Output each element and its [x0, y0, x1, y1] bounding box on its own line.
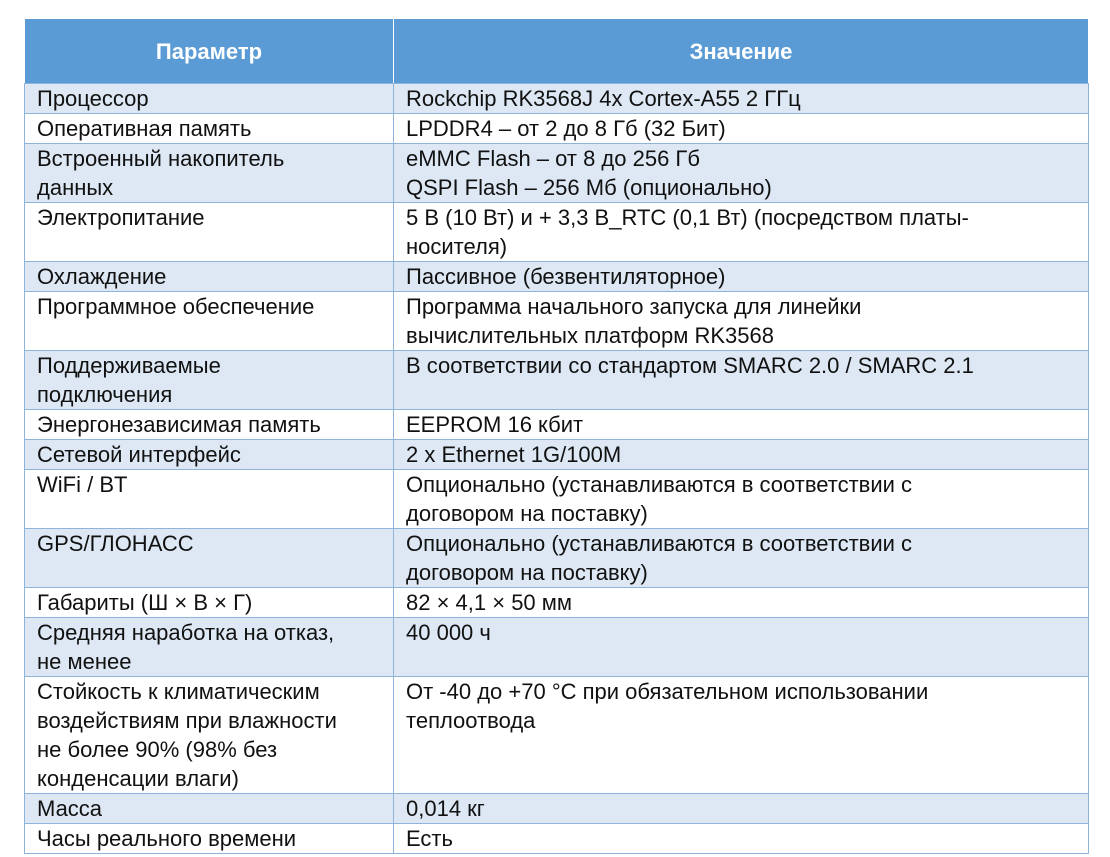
value-cell	[394, 292, 1089, 351]
parameter-line: подключения	[37, 382, 173, 407]
parameter-line: Часы реального времени	[37, 826, 297, 851]
value-line: 5 В (10 Вт) и + 3,3 В_RTC (0,1 Вт) (посредством платы-	[406, 205, 969, 230]
value-line: 82 × 4,1 × 50 мм	[406, 590, 573, 615]
value-cell	[394, 114, 1089, 144]
table-row	[25, 618, 1089, 677]
parameter-cell	[25, 529, 394, 588]
table-row	[25, 677, 1089, 794]
value-line: Есть	[406, 826, 453, 851]
value-line: договором на поставку)	[406, 560, 648, 585]
table-body	[25, 84, 1089, 854]
parameter-line: не менее	[37, 649, 132, 674]
header-parameter: Параметр	[25, 19, 394, 84]
value-cell	[394, 824, 1089, 854]
value-line: От -40 до +70 °С при обязательном использовании	[406, 679, 929, 704]
parameter-line: Встроенный накопитель	[37, 146, 285, 171]
parameter-cell	[25, 618, 394, 677]
parameter-line: Оперативная память	[37, 116, 252, 141]
value-cell	[394, 588, 1089, 618]
parameter-cell	[25, 677, 394, 794]
parameter-line: Охлаждение	[37, 264, 167, 289]
table-row	[25, 114, 1089, 144]
parameter-cell	[25, 292, 394, 351]
value-line: Опционально (устанавливаются в соответствии с	[406, 531, 913, 556]
value-line: Rockchip RK3568J 4x Cortex-A55 2 ГГц	[406, 86, 801, 111]
table-row	[25, 410, 1089, 440]
parameter-line: данных	[37, 175, 114, 200]
value-cell	[394, 470, 1089, 529]
parameter-cell	[25, 84, 394, 114]
parameter-cell	[25, 824, 394, 854]
parameter-cell	[25, 588, 394, 618]
parameter-line: WiFi / BT	[37, 472, 128, 497]
value-line: 40 000 ч	[406, 620, 491, 645]
table-row	[25, 203, 1089, 262]
parameter-line: Габариты (Ш × В × Г)	[37, 590, 253, 615]
parameter-line: Электропитание	[37, 205, 205, 230]
parameter-line: Сетевой интерфейс	[37, 442, 241, 467]
table-row	[25, 588, 1089, 618]
value-line: EEPROM 16 кбит	[406, 412, 584, 437]
table-row	[25, 794, 1089, 824]
table-header-row	[25, 19, 1089, 84]
value-line: Программа начального запуска для линейки	[406, 294, 862, 319]
value-line: договором на поставку)	[406, 501, 648, 526]
value-line: теплоотвода	[406, 708, 536, 733]
value-cell	[394, 794, 1089, 824]
table-row	[25, 262, 1089, 292]
parameter-cell	[25, 470, 394, 529]
value-cell	[394, 144, 1089, 203]
parameter-cell	[25, 351, 394, 410]
table-row	[25, 470, 1089, 529]
value-cell	[394, 529, 1089, 588]
parameter-cell	[25, 144, 394, 203]
table-row	[25, 292, 1089, 351]
table-row	[25, 824, 1089, 854]
value-cell	[394, 677, 1089, 794]
value-cell	[394, 410, 1089, 440]
table-row	[25, 84, 1089, 114]
table-row	[25, 144, 1089, 203]
parameter-line: Программное обеспечение	[37, 294, 315, 319]
parameter-line: Масса	[37, 796, 103, 821]
parameter-cell	[25, 410, 394, 440]
parameter-line: Поддерживаемые	[37, 353, 221, 378]
parameter-cell	[25, 203, 394, 262]
parameter-line: не более 90% (98% без	[37, 737, 278, 762]
parameter-cell	[25, 262, 394, 292]
value-line: LPDDR4 – от 2 до 8 Гб (32 Бит)	[406, 116, 726, 141]
specifications-table	[24, 18, 1089, 854]
table-row	[25, 351, 1089, 410]
value-line: В соответствии со стандартом SMARC 2.0 / SMARC 2.1	[406, 353, 974, 378]
parameter-line: конденсации влаги)	[37, 766, 239, 791]
parameter-line: Энергонезависимая память	[37, 412, 321, 437]
value-cell	[394, 440, 1089, 470]
value-line: eMMC Flash – от 8 до 256 Гб	[406, 146, 700, 171]
value-cell	[394, 618, 1089, 677]
parameter-line: GPS/ГЛОНАСС	[37, 531, 194, 556]
parameter-line: Средняя наработка на отказ,	[37, 620, 335, 645]
value-line: 2 x Ethernet 1G/100M	[406, 442, 622, 467]
table-row	[25, 529, 1089, 588]
value-cell	[394, 351, 1089, 410]
value-line: вычислительных платформ RK3568	[406, 323, 774, 348]
parameter-line: Процессор	[37, 86, 149, 111]
parameter-cell	[25, 794, 394, 824]
value-cell	[394, 262, 1089, 292]
parameter-line: Стойкость к климатическим	[37, 679, 320, 704]
header-value: Значение	[394, 19, 1089, 84]
value-line: QSPI Flash – 256 Мб (опционально)	[406, 175, 772, 200]
parameter-cell	[25, 440, 394, 470]
value-line: Опционально (устанавливаются в соответствии с	[406, 472, 913, 497]
parameter-cell	[25, 114, 394, 144]
value-cell	[394, 84, 1089, 114]
table-row	[25, 440, 1089, 470]
value-cell	[394, 203, 1089, 262]
value-line: Пассивное (безвентиляторное)	[406, 264, 726, 289]
parameter-line: воздействиям при влажности	[37, 708, 337, 733]
value-line: носителя)	[406, 234, 508, 259]
value-line: 0,014 кг	[406, 796, 485, 821]
